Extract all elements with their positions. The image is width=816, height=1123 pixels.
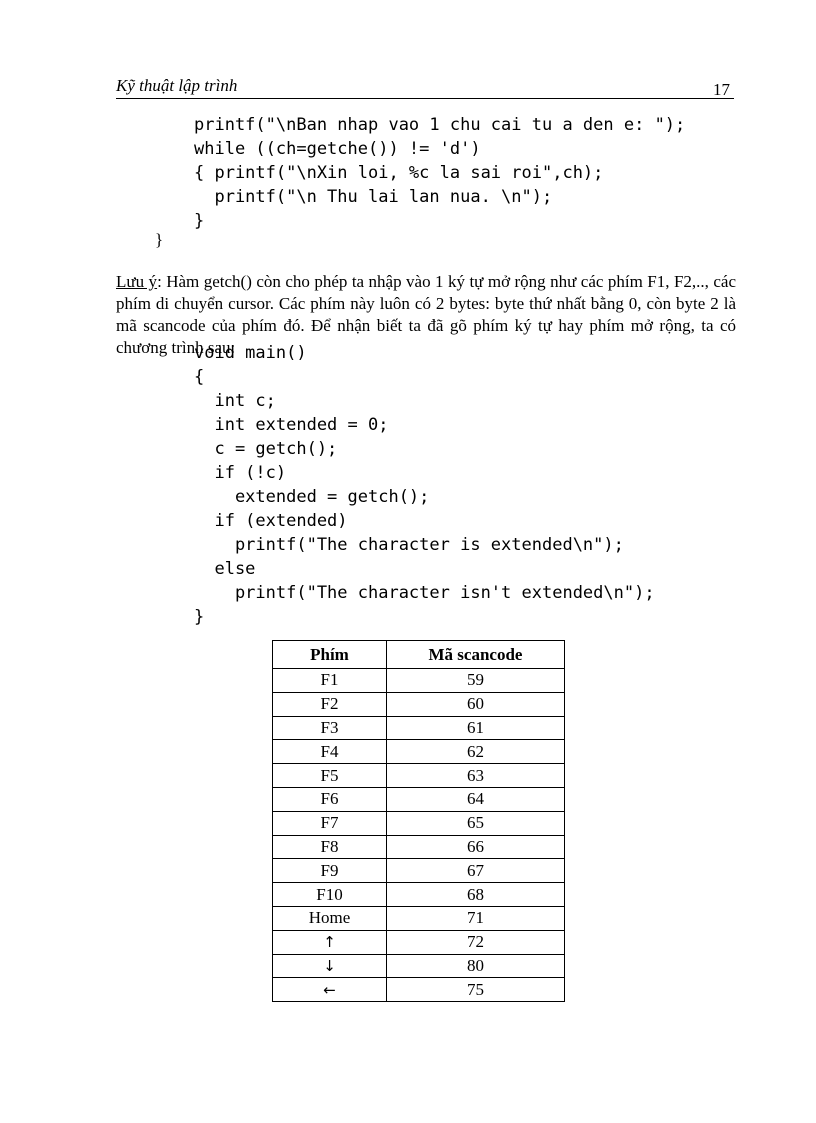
code-line: else	[194, 559, 256, 579]
table-header-row	[273, 641, 565, 669]
arrow-down-icon: ↓	[273, 954, 387, 978]
note-text: : Hàm getch() còn cho phép ta nhập vào 1 ký tự mở rộng như các phím F1, F2,.., các phím di chuyển cursor. Các phím này luôn có 2 bytes: byte thứ nhất bằng 0, còn byte 2 là mã scancode của phím đó. Để nhận biết ta đã gõ phím ký tự hay phím mở rộng, ta có chương trình sau:	[116, 272, 736, 357]
key-cell: F10	[273, 883, 387, 907]
table-row	[273, 859, 565, 883]
key-cell: F2	[273, 692, 387, 716]
table-row	[273, 811, 565, 835]
header-title: Kỹ thuật lập trình	[116, 76, 238, 95]
scancode-cell: 66	[387, 835, 565, 859]
key-cell: F5	[273, 764, 387, 788]
table-row	[273, 978, 565, 1002]
table-row	[273, 692, 565, 716]
code-line: {	[194, 367, 205, 387]
code-line: if (!c)	[194, 463, 287, 483]
scancode-table	[272, 640, 565, 1002]
header-scancode: Mã scancode	[387, 641, 565, 669]
scancode-cell: 80	[387, 954, 565, 978]
scancode-cell: 63	[387, 764, 565, 788]
code-line: printf("\nBan nhap vao 1 chu cai tu a den e: ");	[194, 115, 686, 135]
scancode-cell: 75	[387, 978, 565, 1002]
scancode-cell: 60	[387, 692, 565, 716]
code-line: }	[194, 211, 205, 231]
code-block-1	[194, 113, 685, 233]
code-line: { printf("\nXin loi, %c la sai roi",ch);	[194, 163, 604, 183]
code-line: printf("The character is extended\n");	[194, 535, 624, 555]
scancode-cell: 72	[387, 930, 565, 954]
page-header	[116, 74, 734, 99]
scancode-cell: 62	[387, 740, 565, 764]
code-line: printf("\n Thu lai lan nua. \n");	[194, 187, 553, 207]
page-number: 17	[713, 80, 730, 99]
code-line: int extended = 0;	[194, 415, 389, 435]
key-cell: F9	[273, 859, 387, 883]
code-line: extended = getch();	[194, 487, 430, 507]
table-row	[273, 835, 565, 859]
table-row	[273, 716, 565, 740]
key-cell: F6	[273, 787, 387, 811]
scancode-cell: 64	[387, 787, 565, 811]
scancode-cell: 68	[387, 883, 565, 907]
key-cell: F3	[273, 716, 387, 740]
key-cell: F7	[273, 811, 387, 835]
scancode-cell: 59	[387, 669, 565, 693]
scancode-cell: 65	[387, 811, 565, 835]
table-row	[273, 764, 565, 788]
code-line: int c;	[194, 391, 276, 411]
key-cell: F1	[273, 669, 387, 693]
code-line: }	[194, 607, 205, 627]
code-line: printf("The character isn't extended\n");	[194, 583, 655, 603]
table-row	[273, 883, 565, 907]
key-cell: F4	[273, 740, 387, 764]
code-line: c = getch();	[194, 439, 338, 459]
table-row	[273, 906, 565, 930]
scancode-cell: 67	[387, 859, 565, 883]
key-cell: Home	[273, 906, 387, 930]
scancode-cell: 71	[387, 906, 565, 930]
table-row	[273, 954, 565, 978]
table-body	[273, 669, 565, 1002]
header-key: Phím	[273, 641, 387, 669]
code-block-2	[194, 341, 655, 629]
arrow-left-icon: ←	[273, 978, 387, 1002]
note-label: Lưu ý	[116, 272, 158, 291]
code-line: while ((ch=getche()) != 'd')	[194, 139, 481, 159]
code-line: if (extended)	[194, 511, 348, 531]
scancode-cell: 61	[387, 716, 565, 740]
table-row	[273, 669, 565, 693]
table-row	[273, 930, 565, 954]
arrow-up-icon: ↑	[273, 930, 387, 954]
table-row	[273, 740, 565, 764]
key-cell: F8	[273, 835, 387, 859]
code-line: void main()	[194, 343, 307, 363]
table-row	[273, 787, 565, 811]
closing-brace: }	[155, 230, 164, 249]
